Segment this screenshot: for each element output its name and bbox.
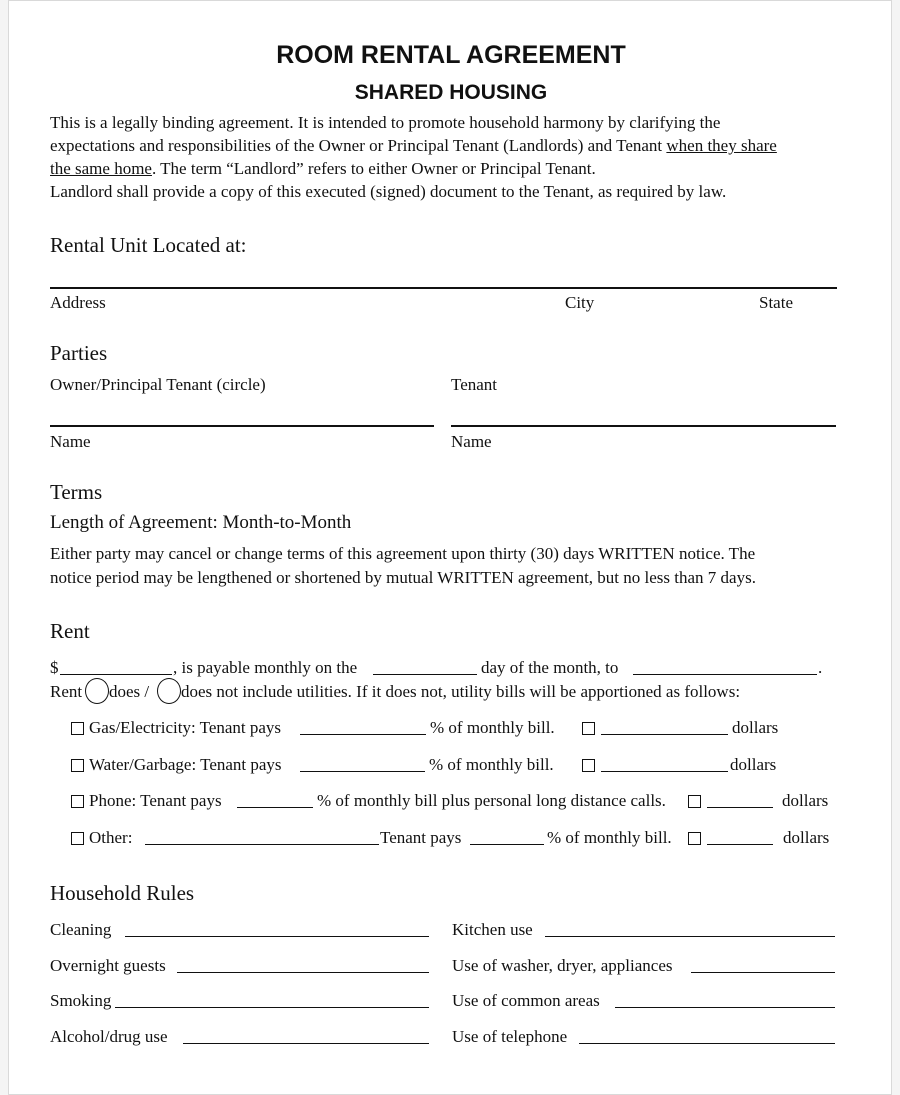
does-not-text: does not include utilities. If it does not, utility bills will be apportioned as follows: [181,682,741,701]
other-checkbox[interactable] [71,832,84,845]
address-line[interactable] [50,287,837,289]
rent-amount-line[interactable] [60,674,172,675]
state-label: State [759,293,793,312]
intro-line-2 [50,134,777,157]
rule-telephone-line[interactable] [579,1043,835,1044]
rent-period: . [818,658,823,677]
rent-word: Rent [50,682,83,701]
intro-line-3-text: . The term “Landlord” refers to either Owner or Principal Tenant. [151,159,596,178]
gas-checkbox[interactable] [71,722,84,735]
water-label: Water/Garbage: Tenant pays [89,755,282,774]
water-checkbox[interactable] [71,759,84,772]
gas-label: Gas/Electricity: Tenant pays [89,718,282,737]
phone-dollar-checkbox[interactable] [688,795,701,808]
length-of-agreement [50,512,351,534]
water-dollars-line[interactable] [601,771,728,772]
household-rules-heading: Household Rules [50,881,195,905]
gas-dollar-checkbox[interactable] [582,722,595,735]
length-value: Month-to-Month [222,512,352,533]
phone-pct-line[interactable] [237,807,313,808]
phone-dollars-label: dollars [782,791,829,810]
rule-washer-label: Use of washer, dryer, appliances [452,956,673,975]
rent-day-line[interactable] [373,674,477,675]
water-pct-line[interactable] [300,771,425,772]
other-pct-line[interactable] [470,844,544,845]
rule-alcohol-label: Alcohol/drug use [50,1027,168,1046]
does-text: does / [109,682,150,701]
other-label: Other: [89,828,133,847]
does-circle-option[interactable] [85,678,109,704]
intro-line-4: Landlord shall provide a copy of this executed (signed) document to the Tenant, as required by law. [50,182,727,201]
water-pct-text: % of monthly bill. [429,755,554,774]
address-label: Address [50,293,106,312]
does-not-circle-option[interactable] [157,678,181,704]
rent-dollar-sign: $ [50,658,59,677]
gas-dollars-line[interactable] [601,734,728,735]
document-title: ROOM RENTAL AGREEMENT [276,41,626,69]
owner-label: Owner/Principal Tenant (circle) [50,375,266,394]
payable-text: , is payable monthly on the [173,658,358,677]
terms-text-2: notice period may be lengthened or shortened by mutual WRITTEN agreement, but no less than 7 days. [50,568,756,587]
gas-pct-text: % of monthly bill. [430,718,555,737]
intro-underlined-text: when they share [666,136,777,155]
rule-cleaning-line[interactable] [125,936,429,937]
tenant-label: Tenant [451,375,498,394]
rent-payee-line[interactable] [633,674,817,675]
rule-common-areas-line[interactable] [615,1007,835,1008]
document-subtitle: SHARED HOUSING [354,81,548,104]
rule-smoking-line[interactable] [115,1007,429,1008]
other-tenant-pays: Tenant pays [380,828,462,847]
rental-unit-heading: Rental Unit Located at: [50,233,247,257]
owner-name-label: Name [50,432,91,451]
phone-pct-text: % of monthly bill plus personal long distance calls. [317,791,666,810]
rule-washer-line[interactable] [691,972,835,973]
intro-line-3 [50,157,596,180]
gas-pct-line[interactable] [300,734,426,735]
other-dollar-checkbox[interactable] [688,832,701,845]
rule-common-areas-label: Use of common areas [452,991,600,1010]
intro-underlined-text-2: the same home [50,159,152,178]
rule-telephone-label: Use of telephone [452,1027,568,1046]
gas-dollars-label: dollars [732,718,779,737]
rule-smoking-label: Smoking [50,991,112,1010]
terms-text-1: Either party may cancel or change terms of this agreement upon thirty (30) days WRITTEN notice. The [50,544,756,563]
rule-kitchen-line[interactable] [545,936,835,937]
document-page [8,0,892,1095]
other-pct-text: % of monthly bill. [547,828,672,847]
phone-label: Phone: Tenant pays [89,791,222,810]
tenant-name-line[interactable] [451,425,836,427]
rule-kitchen-label: Kitchen use [452,920,533,939]
parties-heading: Parties [50,341,108,365]
owner-name-line[interactable] [50,425,434,427]
day-text: day of the month, to [481,658,619,677]
phone-checkbox[interactable] [71,795,84,808]
intro-line-2-text: expectations and responsibilities of the Owner or Principal Tenant (Landlords) and Tenant [50,136,663,155]
phone-dollars-line[interactable] [707,807,773,808]
intro-line-1: This is a legally binding agreement. It is intended to promote household harmony by clarifying the [50,113,721,132]
other-dollars-line[interactable] [707,844,773,845]
rule-overnight-guests-line[interactable] [177,972,429,973]
rule-alcohol-line[interactable] [183,1043,429,1044]
rule-overnight-guests-label: Overnight guests [50,956,166,975]
tenant-name-label: Name [451,432,492,451]
rent-heading: Rent [50,619,90,643]
water-dollar-checkbox[interactable] [582,759,595,772]
rule-cleaning-label: Cleaning [50,920,112,939]
other-description-line[interactable] [145,844,379,845]
length-label: Length of Agreement: [50,512,218,533]
water-dollars-label: dollars [730,755,777,774]
city-label: City [565,293,595,312]
other-dollars-label: dollars [783,828,830,847]
terms-heading: Terms [50,480,103,504]
